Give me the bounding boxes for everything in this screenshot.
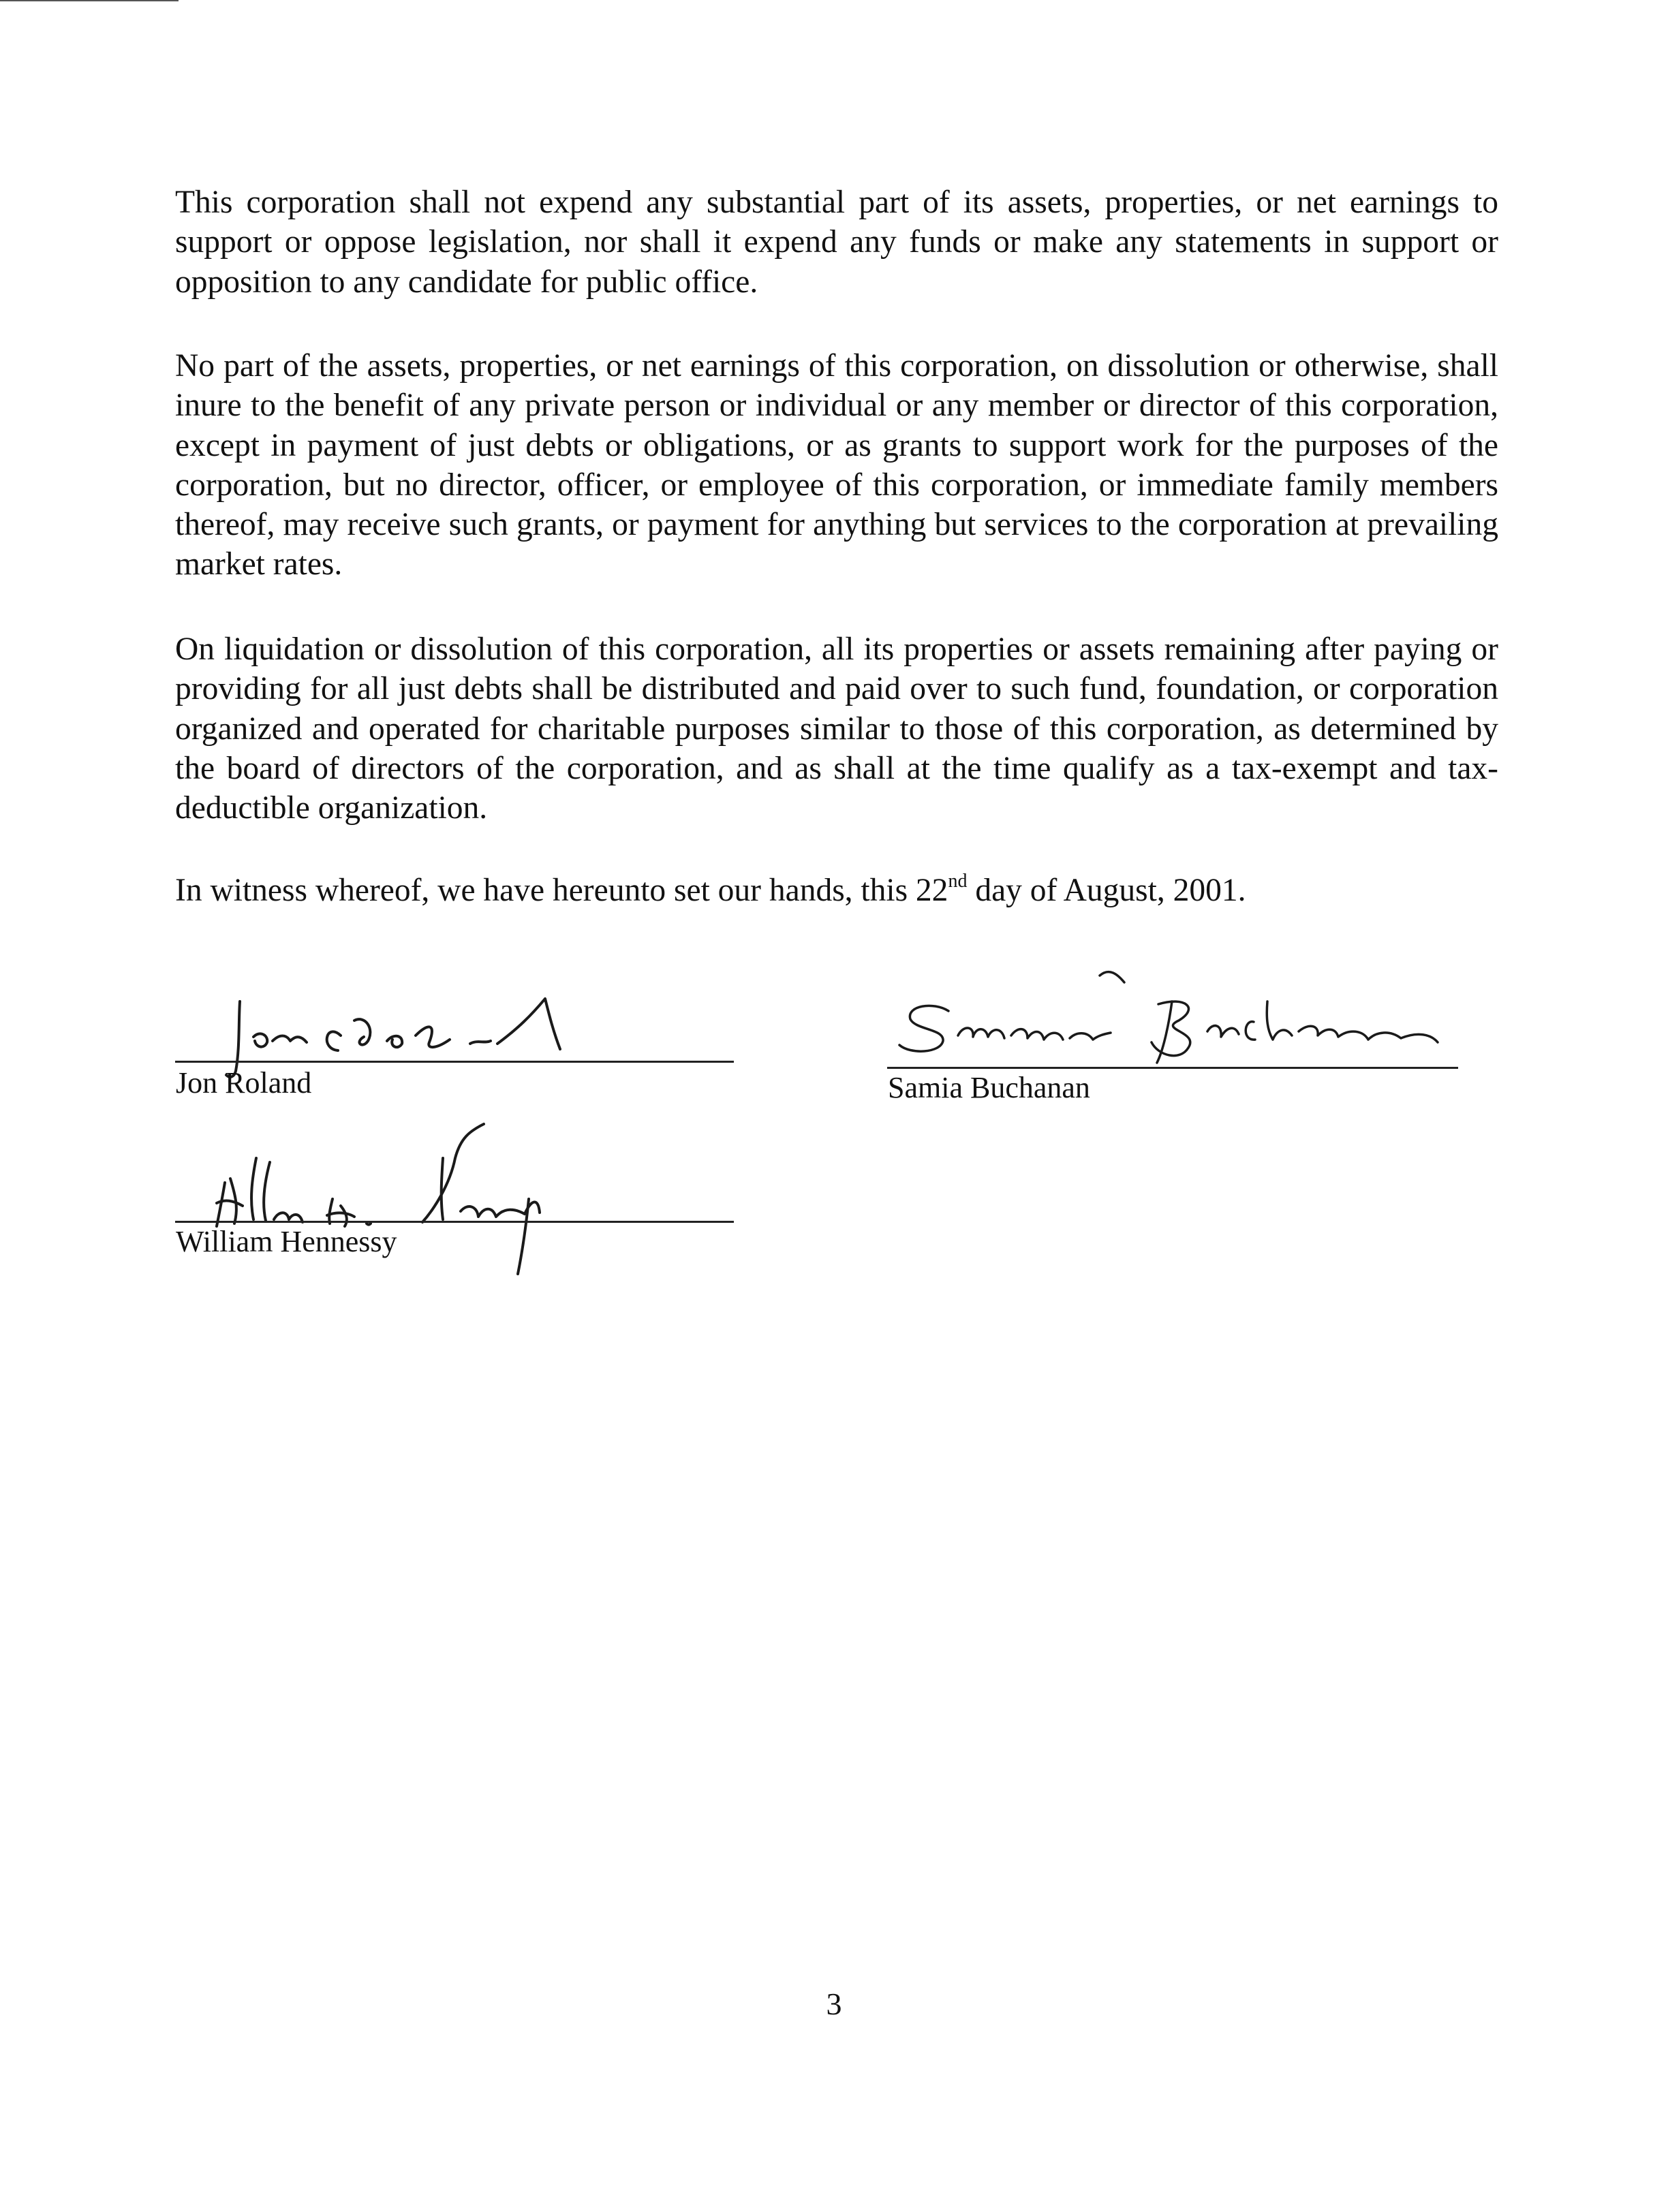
signatory-name-william-hennessy: William Hennessy xyxy=(176,1225,397,1258)
signatory-name-jon-roland: Jon Roland xyxy=(176,1066,312,1100)
witness-prefix: In witness whereof, we have hereunto set our hands, this 22 xyxy=(175,873,948,908)
signatory-name-samia-buchanan: Samia Buchanan xyxy=(888,1071,1090,1104)
paragraph-dissolution: On liquidation or dissolution of this corporation, all its properties or assets remaining after paying or providing for all just debts shall be distributed and paid over to such fund, foundation, or corporation organized and operated for charitable purposes similar to those of this corporation, as determined by the board of directors of the corporation, and as shall at the time qualify as a tax-exempt and tax-deductible organization. xyxy=(175,632,1498,826)
witness-ordinal-suffix: nd xyxy=(948,871,968,892)
signature-line-william-hennessy xyxy=(175,1221,734,1223)
paragraph-inurement: No part of the assets, properties, or net earnings of this corporation, on dissolution or otherwise, shall inure to the benefit of any private person or individual or any member or director of this corporation, except in payment of just debts or obligations, or as grants to support work for the purposes of the corporation, but no director, officer, or employee of this corporation, or immediate family members thereof, may receive such grants, or payment for anything but services to the corporation at prevailing market rates. xyxy=(175,348,1498,582)
paragraph-legislation: This corporation shall not expend any substantial part of its assets, properties, or net earnings to support or oppose legislation, nor shall it expend any funds or make any statements in support or opposition to any candidate for public office. xyxy=(175,185,1498,300)
witness-suffix: day of August, 2001. xyxy=(967,873,1246,908)
page-number: 3 xyxy=(826,1987,842,2021)
